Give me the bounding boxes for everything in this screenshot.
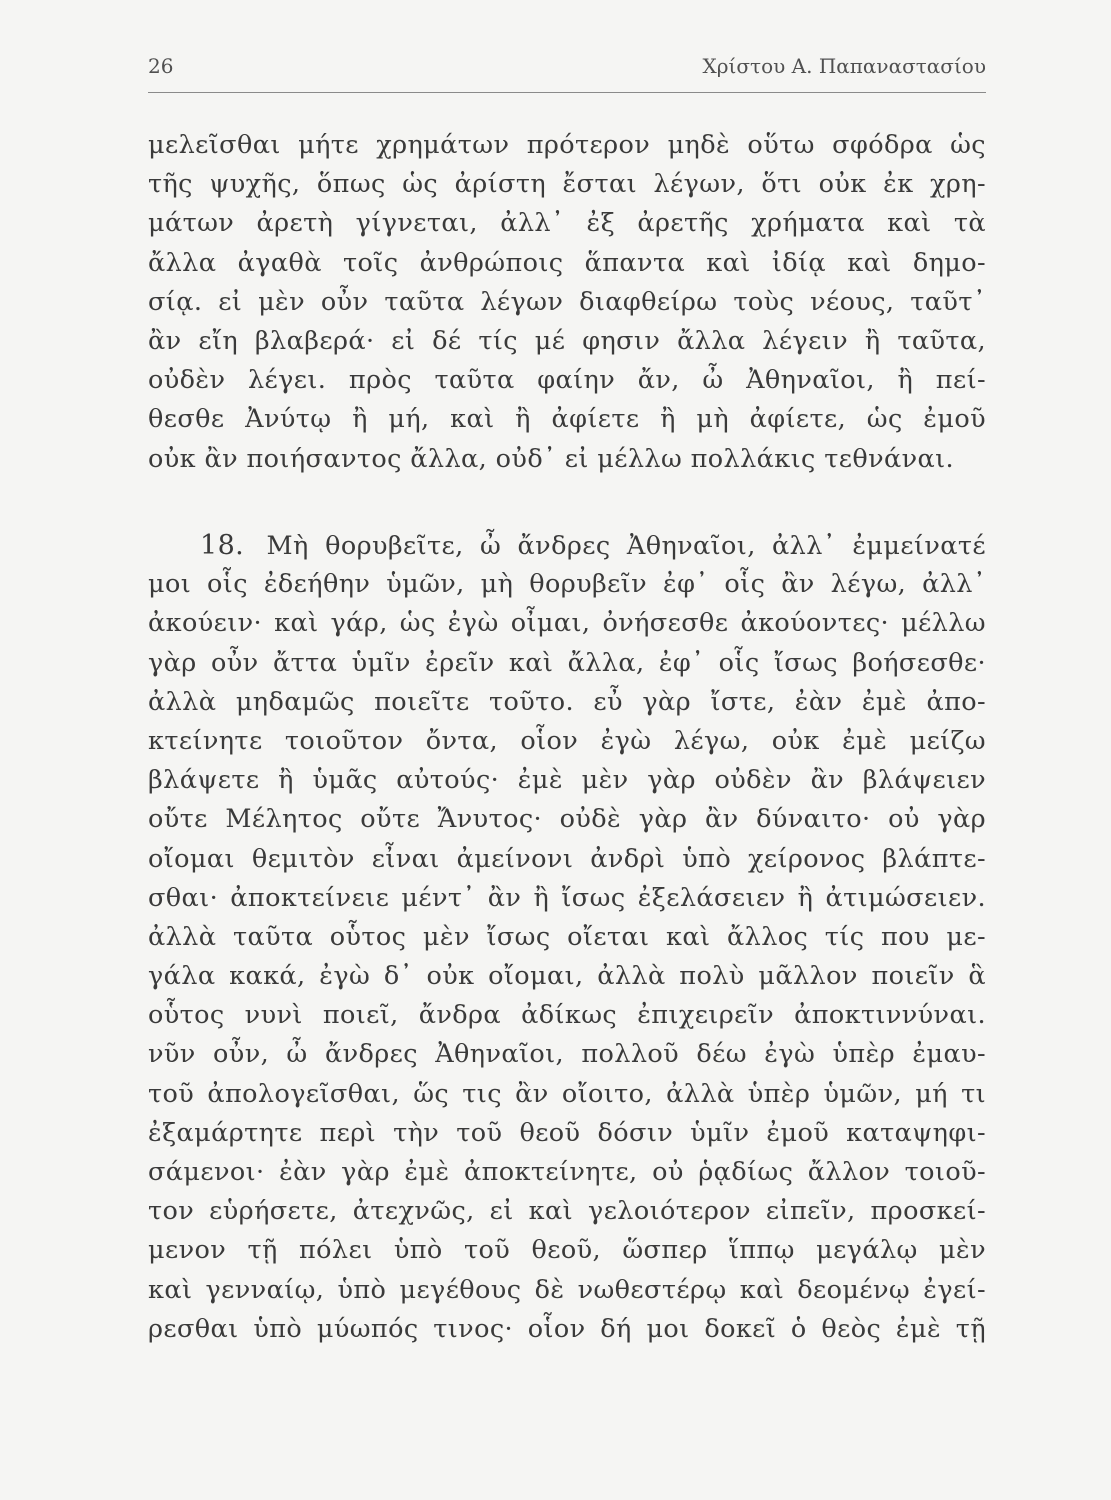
text-line: σθαι· ἀποκτείνειε μέντ᾽ ἂν ἢ ἴσως ἐξελάσειεν ἢ ἀτιμώσειεν. <box>148 882 986 913</box>
text-line: νῦν οὖν, ὦ ἄνδρες Ἀθηναῖοι, πολλοῦ δέω ἐγὼ ὑπὲρ ἐμαυ- <box>148 1039 986 1070</box>
section-number: 18. <box>200 530 245 561</box>
text-line: οὐκ ἂν ποιήσαντος ἄλλα, οὐδ᾽ εἰ μέλλω πολλάκις τεθνάναι. <box>148 443 955 474</box>
paragraph-18 <box>148 526 986 1349</box>
text-line: ἀλλὰ ταῦτα οὗτος μὲν ἴσως οἴεται καὶ ἄλλος τίς που με- <box>148 921 986 952</box>
text-line: τῆς ψυχῆς, ὅπως ὡς ἀρίστη ἔσται λέγων, ὅτι οὐκ ἐκ χρη- <box>148 169 986 200</box>
text-line: οὗτος νυνὶ ποιεῖ, ἄνδρα ἀδίκως ἐπιχειρεῖν ἀποκτιννύναι. <box>148 1000 986 1031</box>
text-line: μοι οἷς ἐδεήθην ὑμῶν, μὴ θορυβεῖν ἐφ᾽ οἷς ἂν λέγω, ἀλλ᾽ <box>148 569 986 600</box>
text-line: μάτων ἀρετὴ γίγνεται, ἀλλ᾽ ἐξ ἀρετῆς χρήματα καὶ τὰ <box>148 208 986 239</box>
running-header <box>148 54 986 78</box>
header-rule <box>148 92 986 93</box>
paragraph-1 <box>148 126 986 479</box>
text-line: σάμενοι· ἐὰν γὰρ ἐμὲ ἀποκτείνητε, οὐ ῥᾳδίως ἄλλον τοιοῦ- <box>148 1157 986 1187</box>
text-line: ἂν εἴη βλαβερά· εἰ δέ τίς μέ φησιν ἄλλα λέγειν ἢ ταῦτα, <box>148 325 986 356</box>
text-line: τον εὑρήσετε, ἀτεχνῶς, εἰ καὶ γελοιότερον εἰπεῖν, προσκεί- <box>148 1196 986 1227</box>
text-line: μελεῖσθαι μήτε χρημάτων πρότερον μηδὲ οὕτω σφόδρα ὡς <box>148 130 986 160</box>
running-title: Χρίστου Α. Παπαναστασίου <box>702 54 986 78</box>
page-number: 26 <box>148 54 174 78</box>
text-line: γάλα κακά, ἐγὼ δ᾽ οὐκ οἴομαι, ἀλλὰ πολὺ μᾶλλον ποιεῖν ἃ <box>148 961 986 992</box>
text-line: βλάψετε ἢ ὑμᾶς αὐτούς· ἐμὲ μὲν γὰρ οὐδὲν ἂν βλάψειεν <box>148 765 986 796</box>
text-line: θεσθε Ἀνύτῳ ἢ μή, καὶ ἢ ἀφίετε ἢ μὴ ἀφίετε, ὡς ἐμοῦ <box>148 404 986 435</box>
text-line: τοῦ ἀπολογεῖσθαι, ὥς τις ἂν οἴοιτο, ἀλλὰ ὑπὲρ ὑμῶν, μή τι <box>148 1078 986 1109</box>
text-line: ρεσθαι ὑπὸ μύωπός τινος· οἷον δή μοι δοκεῖ ὁ θεὸς ἐμὲ τῇ <box>148 1313 986 1344</box>
text-line: καὶ γενναίῳ, ὑπὸ μεγέθους δὲ νωθεστέρῳ καὶ δεομένῳ ἐγεί- <box>148 1274 986 1305</box>
text-line: ἀκούειν· καὶ γάρ, ὡς ἐγὼ οἶμαι, ὀνήσεσθε ἀκούοντες· μέλλω <box>148 608 986 639</box>
text-line: Μὴ θορυβεῖτε, ὦ ἄνδρες Ἀθηναῖοι, ἀλλ᾽ ἐμμείνατέ <box>266 531 986 561</box>
text-line: οἴομαι θεμιτὸν εἶναι ἀμείνονι ἀνδρὶ ὑπὸ χείρονος βλάπτε- <box>148 843 986 874</box>
text-line: ἐξαμάρτητε περὶ τὴν τοῦ θεοῦ δόσιν ὑμῖν ἐμοῦ καταψηφι- <box>148 1117 986 1148</box>
text-line: κτείνητε τοιοῦτον ὄντα, οἷον ἐγὼ λέγω, οὐκ ἐμὲ μείζω <box>148 725 986 756</box>
text-line: σίᾳ. εἰ μὲν οὖν ταῦτα λέγων διαφθείρω τοὺς νέους, ταῦτ᾽ <box>148 286 986 317</box>
text-line: ἄλλα ἀγαθὰ τοῖς ἀνθρώποις ἅπαντα καὶ ἰδίᾳ καὶ δημο- <box>148 247 986 278</box>
text-line: οὐδὲν λέγει. πρὸς ταῦτα φαίην ἄν, ὦ Ἀθηναῖοι, ἢ πεί- <box>148 365 986 396</box>
text-line: γὰρ οὖν ἄττα ὑμῖν ἐρεῖν καὶ ἄλλα, ἐφ᾽ οἷς ἴσως βοήσεσθε· <box>148 647 986 678</box>
paragraph-first-line <box>148 526 986 565</box>
text-line: οὔτε Μέλητος οὔτε Ἄνυτος· οὐδὲ γὰρ ἂν δύναιτο· οὐ γὰρ <box>148 804 986 835</box>
text-line: μενον τῇ πόλει ὑπὸ τοῦ θεοῦ, ὥσπερ ἵππῳ μεγάλῳ μὲν <box>148 1235 986 1266</box>
text-line: ἀλλὰ μηδαμῶς ποιεῖτε τοῦτο. εὖ γὰρ ἴστε, ἐὰν ἐμὲ ἀπο- <box>148 686 986 717</box>
